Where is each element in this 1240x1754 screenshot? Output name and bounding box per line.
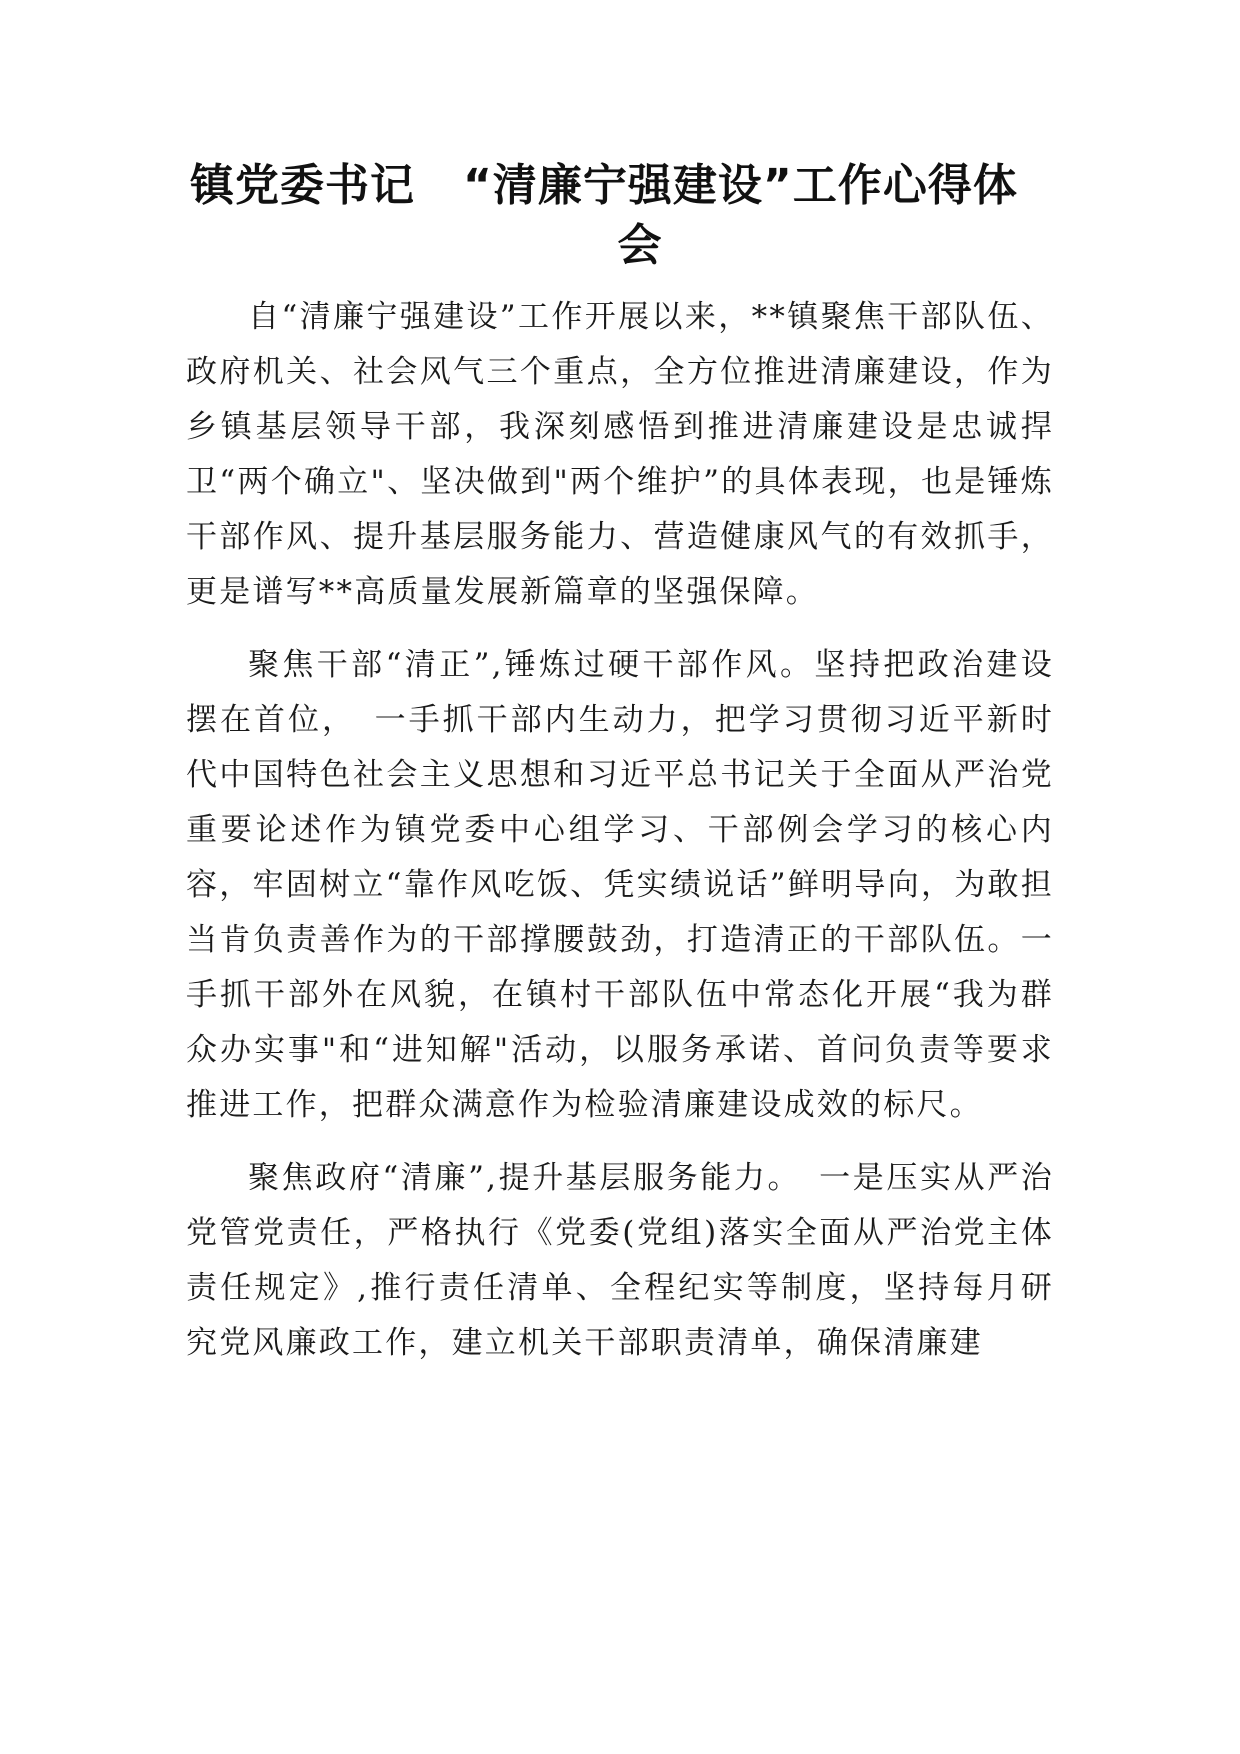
paragraph-cadres: 聚焦干部“清正”,锤炼过硬干部作风。坚持把政治建设摆在首位， 一手抓干部内生动力，把学习贯彻习近平新时代中国特色社会主义思想和习近平总书记关于全面从严治党重要论述作为镇党委中心组学习、干部例会学习的核心内容，牢固树立“靠作风吃饭、凭实绩说话”鲜明导向，为敢担当肯负责善作为的干部撑腰鼓劲，打造清正的干部队伍。一手抓干部外在风貌，在镇村干部队伍中常态化开展“我为群众办实事"和“进知解"活动，以服务承诺、首问负责等要求推进工作，把群众满意作为检验清廉建设成效的标尺。 xyxy=(186,647,1054,1123)
document-title xyxy=(190,156,1050,276)
title-part-1: 镇党委书记 xyxy=(190,160,415,211)
title-part-2: “清廉宁强建设”工作心得体 xyxy=(463,160,1018,211)
title-part-3: 会 xyxy=(617,220,663,271)
paragraph-intro: 自“清廉宁强建设”工作开展以来，**镇聚焦干部队伍、政府机关、社会风气三个重点，全方位推进清廉建设，作为乡镇基层领导干部，我深刻感悟到推进清廉建设是忠诚捍卫“两个确立"、坚决做到"两个维护”的具体表现，也是锤炼干部作风、提升基层服务能力、营造健康风气的有效抓手，更是谱写**高质量发展新篇章的坚强保障。 xyxy=(186,299,1054,610)
document-body xyxy=(186,290,1054,1371)
paragraph-government: 聚焦政府“清廉”,提升基层服务能力。 一是压实从严治党管党责任，严格执行《党委(党组)落实全面从严治党主体责任规定》,推行责任清单、全程纪实等制度，坚持每月研究党风廉政工作，建立机关干部职责清单，确保清廉建 xyxy=(186,1160,1054,1361)
